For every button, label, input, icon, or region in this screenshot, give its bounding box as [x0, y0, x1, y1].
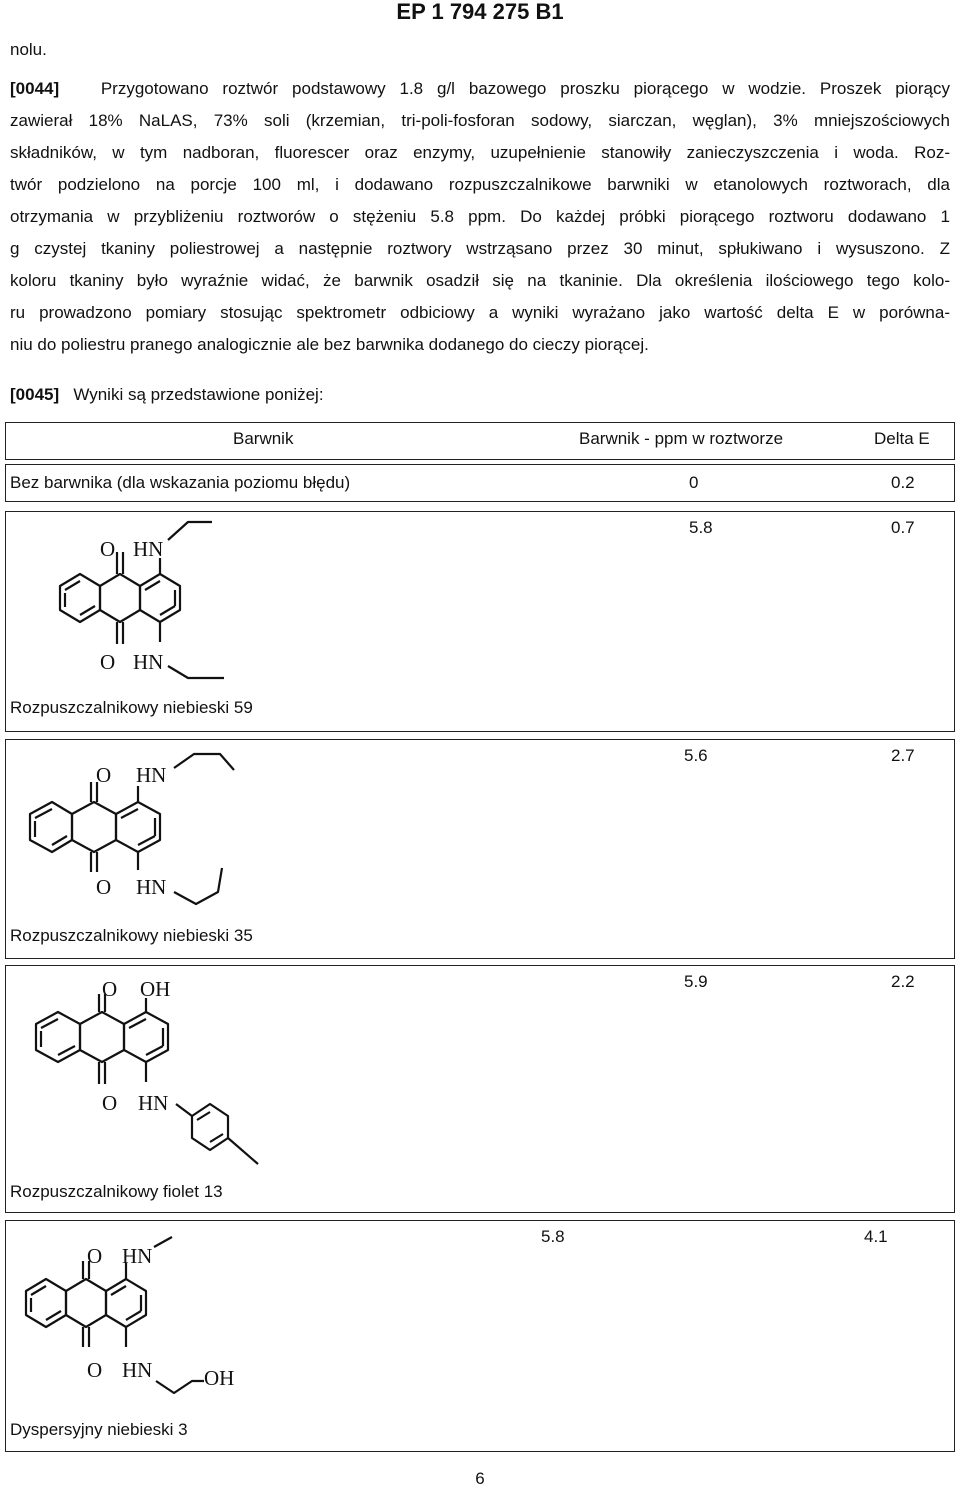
amine-label: HN [138, 1091, 169, 1115]
dye-name: Bez barwnika (dla wskazania poziomu błędu) [10, 473, 351, 492]
paragraph-line: g czystej tkaniny poliestrowej a następnie roztwory wstrząsano przez 30 minut, spłukiwano i wysuszono. Z [10, 239, 950, 258]
ppm-value: 5.8 [689, 518, 713, 537]
oxygen-label: O [102, 977, 118, 1001]
table-header-row [5, 422, 955, 460]
paragraph-line: otrzymania w przybliżeniu roztworów o stężeniu 5.8 ppm. Do każdej próbki piorącego roztworu dodawano 1 [10, 207, 950, 226]
page-number: 6 [475, 1469, 485, 1488]
table-row [5, 464, 955, 502]
ppm-value: 5.6 [684, 746, 708, 765]
paragraph-line: ru prowadzono pomiary stosując spektrometr odbiciowy a wyniki wyrażano jako wartość delta E w porówna- [10, 303, 950, 322]
oxygen-label: O [100, 650, 116, 674]
paragraph-line: Przygotowano roztwór podstawowy 1.8 g/l bazowego proszku piorącego w wodzie. Proszek piorący [100, 79, 951, 98]
dye-name: Dyspersyjny niebieski 3 [10, 1420, 188, 1439]
ppm-value: 5.9 [684, 972, 708, 991]
dye-name: Rozpuszczalnikowy fiolet 13 [10, 1182, 223, 1201]
paragraph-0044 [10, 73, 950, 361]
delta-e-value: 2.2 [891, 972, 915, 991]
amine-label: HN [136, 763, 167, 787]
hydroxyl-label: OH [204, 1366, 235, 1390]
delta-e-value: 2.7 [891, 746, 915, 765]
column-header: Barwnik [233, 429, 294, 448]
paragraph-text: Wyniki są przedstawione poniżej: [73, 385, 324, 404]
table-row [5, 511, 955, 732]
paragraph-line: niu do poliestru pranego analogicznie ale bez barwnika dodanego do cieczy piorącej. [10, 335, 649, 354]
paragraph-line: zawierał 18% NaLAS, 73% soli (krzemian, tri-poli-fosforan sodowy, siarczan, węglan), 3% mniejszościowych [10, 111, 950, 130]
column-header: Barwnik - ppm w roztworze [579, 429, 784, 448]
oxygen-label: O [96, 763, 112, 787]
oxygen-label: O [102, 1091, 118, 1115]
structure-solvent-blue-59 [16, 514, 236, 684]
paragraph-line: składników, w tym nadboran, fluorescer oraz enzymy, uzupełnienie stanowiły zanieczyszczenia i woda. Roz- [10, 143, 950, 162]
paragraph-tag-0045: [0045] [10, 385, 60, 404]
hydroxyl-label: OH [140, 977, 171, 1001]
amine-label: HN [122, 1244, 153, 1268]
ppm-value: 5.8 [541, 1227, 565, 1246]
dye-name: Rozpuszczalnikowy niebieski 35 [10, 926, 253, 945]
table-row [5, 739, 955, 959]
paragraph-continuation: nolu. [10, 40, 47, 59]
delta-e-value: 0.2 [891, 473, 915, 492]
oxygen-label: O [96, 875, 112, 899]
dye-name: Rozpuszczalnikowy niebieski 59 [10, 698, 253, 717]
paragraph-line: koloru tkaniny było wyraźnie widać, że barwnik osadził się na tkaninie. Dla określenia ilościowego tego kolo- [10, 271, 950, 290]
structure-solvent-violet-13 [16, 968, 276, 1168]
oxygen-label: O [87, 1358, 103, 1382]
structure-disperse-blue-3 [16, 1223, 256, 1403]
document-number: EP 1 794 275 B1 [396, 0, 564, 24]
structure-solvent-blue-35 [16, 742, 246, 912]
delta-e-value: 4.1 [864, 1227, 888, 1246]
amine-label: HN [122, 1358, 153, 1382]
amine-label: HN [133, 537, 164, 561]
column-header: Delta E [874, 429, 930, 448]
paragraph-0045 [10, 379, 950, 411]
oxygen-label: O [100, 537, 116, 561]
table-row [5, 1220, 955, 1452]
oxygen-label: O [87, 1244, 103, 1268]
amine-label: HN [133, 650, 164, 674]
amine-label: HN [136, 875, 167, 899]
table-row [5, 965, 955, 1213]
ppm-value: 0 [689, 473, 699, 492]
paragraph-tag-0044: [0044] [10, 79, 60, 98]
paragraph-line: twór podzielono na porcje 100 ml, i dodawano rozpuszczalnikowe barwniki w etanolowych roztworach, dla [10, 175, 950, 194]
delta-e-value: 0.7 [891, 518, 915, 537]
